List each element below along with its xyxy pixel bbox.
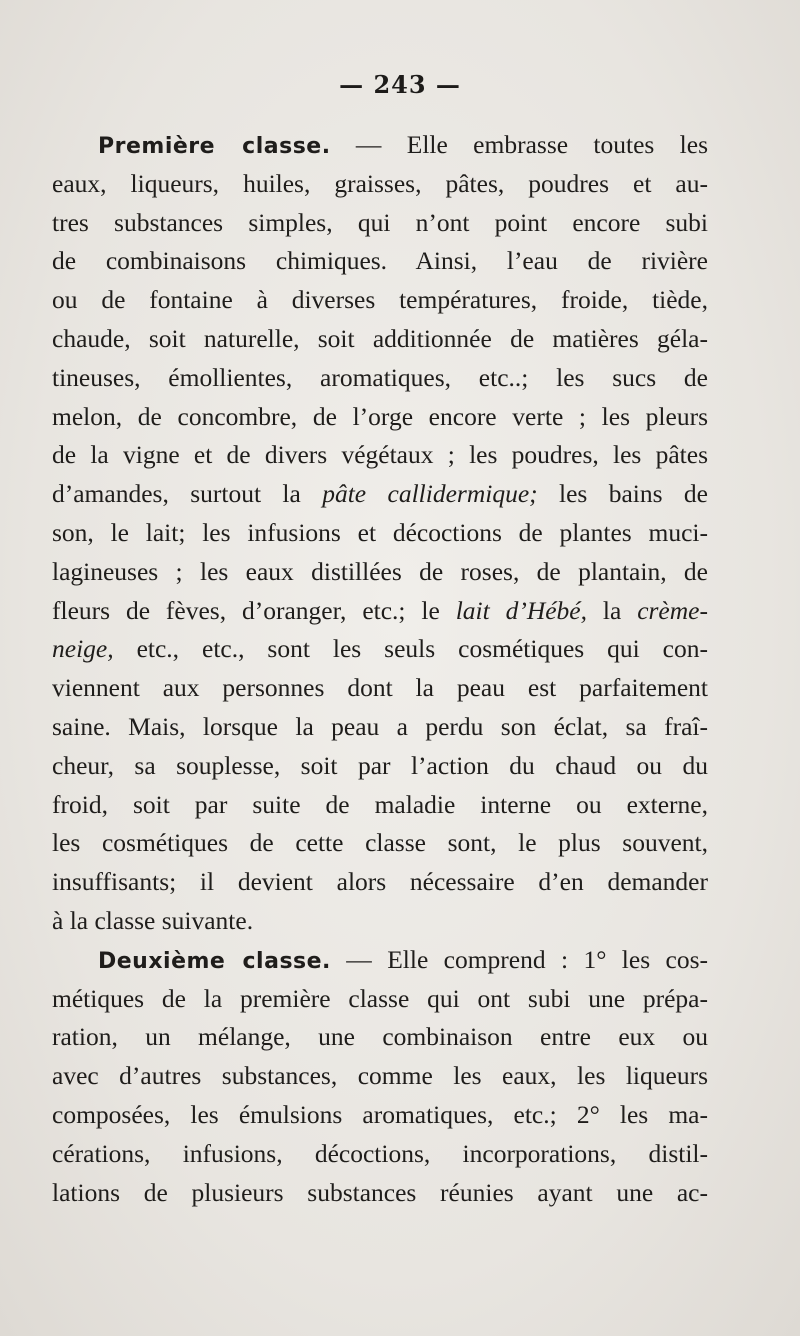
text-line: froid, soit par suite de maladie interne ou externe, bbox=[52, 789, 708, 819]
text-line: cérations, infusions, décoctions, incorporations, distil- bbox=[52, 1138, 708, 1168]
italic-term: pâte callidermique; bbox=[322, 479, 538, 509]
text-line: lations de plusieurs substances réunies ayant une ac- bbox=[52, 1177, 708, 1207]
text-line: de la vigne et de divers végétaux ; les poudres, les pâtes bbox=[52, 440, 708, 470]
italic-term: lait d’Hébé, bbox=[455, 595, 587, 625]
text-line: ou de fontaine à diverses températures, froide, tiède, bbox=[52, 285, 708, 315]
section-heading-premiere-classe: Première classe. bbox=[98, 134, 331, 159]
text-line: viennent aux personnes dont la peau est parfaitement bbox=[52, 673, 708, 703]
text-line: insuffisants; il devient alors nécessaire d’en demander bbox=[52, 867, 708, 897]
text-line: Première classe. — Elle embrasse toutes les bbox=[98, 130, 708, 159]
text-line: neige, etc., etc., sont les seuls cosmétiques qui con- bbox=[52, 634, 708, 664]
section-heading-deuxieme-classe: Deuxième classe. bbox=[98, 948, 331, 974]
text-line: ration, un mélange, une combinaison entre eux ou bbox=[52, 1022, 708, 1052]
text-line: tineuses, émollientes, aromatiques, etc..; les sucs de bbox=[52, 362, 708, 392]
text-line: de combinaisons chimiques. Ainsi, l’eau de rivière bbox=[52, 246, 708, 276]
italic-term: crème- bbox=[637, 595, 708, 625]
text-line: melon, de concombre, de l’orge encore verte ; les pleurs bbox=[52, 401, 708, 431]
text-line: eaux, liqueurs, huiles, graisses, pâtes, poudres et au- bbox=[52, 168, 708, 198]
italic-term: neige, bbox=[52, 634, 114, 664]
text-line: tres substances simples, qui n’ont point encore subi bbox=[52, 207, 708, 237]
text-line: avec d’autres substances, comme les eaux, les liqueurs bbox=[52, 1061, 708, 1091]
text-line: métiques de la première classe qui ont subi une prépa- bbox=[52, 983, 708, 1013]
text-line: fleurs de fèves, d’oranger, etc.; le lait d’Hébé, la crème- bbox=[52, 595, 708, 625]
text-line: cheur, sa souplesse, soit par l’action du chaud ou du bbox=[52, 750, 708, 780]
text-line: son, le lait; les infusions et décoctions de plantes muci- bbox=[52, 517, 708, 547]
text-line: chaude, soit naturelle, soit additionnée de matières géla- bbox=[52, 323, 708, 353]
text-line: lagineuses ; les eaux distillées de roses, de plantain, de bbox=[52, 556, 708, 586]
text-line: les cosmétiques de cette classe sont, le plus souvent, bbox=[52, 828, 708, 858]
text-line: composées, les émulsions aromatiques, etc.; 2° les ma- bbox=[52, 1099, 708, 1129]
text-line: Deuxième classe. — Elle comprend : 1° les cos- bbox=[98, 944, 708, 974]
text-line: d’amandes, surtout la pâte callidermique; les bains de bbox=[52, 479, 708, 509]
body-text bbox=[52, 126, 708, 1212]
text-line: à la classe suivante. bbox=[52, 905, 254, 935]
page-number: — 243 — bbox=[339, 70, 461, 99]
text-line: saine. Mais, lorsque la peau a perdu son éclat, sa fraî- bbox=[52, 711, 708, 741]
